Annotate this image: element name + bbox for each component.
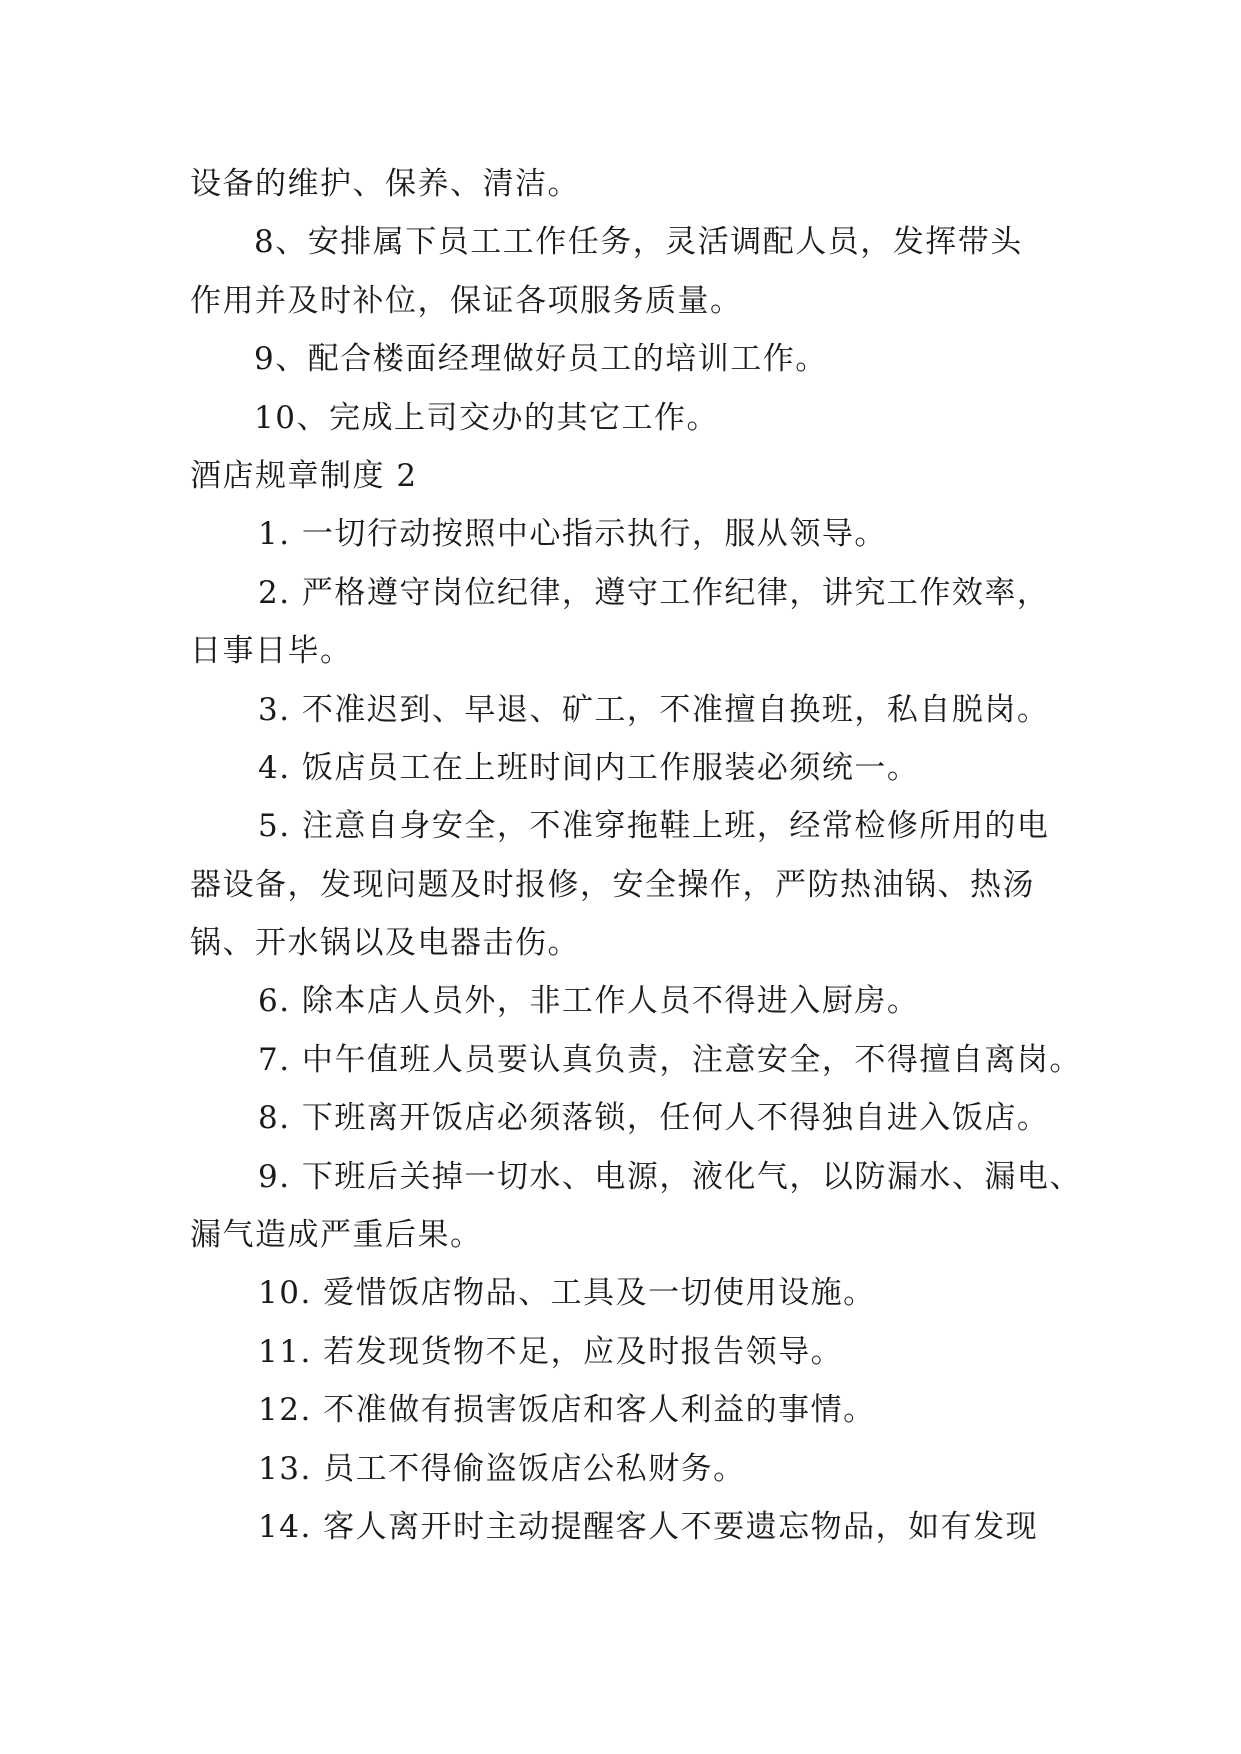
list-item: 1. 一切行动按照中心指示执行，服从领导。 [258, 516, 887, 553]
list-item: 3. 不准迟到、早退、矿工，不准擅自换班，私自脱岗。 [258, 691, 1050, 728]
list-item: 9、配合楼面经理做好员工的培训工作。 [254, 341, 828, 378]
list-item: 6. 除本店人员外，非工作人员不得进入厨房。 [258, 983, 920, 1020]
section-heading: 酒店规章制度 2 [190, 457, 418, 494]
text-line: 锅、开水锅以及电器击伤。 [190, 925, 580, 962]
list-item: 5. 注意自身安全，不准穿拖鞋上班，经常检修所用的电 [258, 808, 1050, 845]
list-item: 9. 下班后关掉一切水、电源，液化气，以防漏水、漏电、 [258, 1158, 1082, 1195]
list-item: 12. 不准做有损害饭店和客人利益的事情。 [258, 1392, 876, 1429]
text-line: 作用并及时补位，保证各项服务质量。 [190, 282, 743, 319]
list-item: 14. 客人离开时主动提醒客人不要遗忘物品，如有发现 [258, 1508, 1039, 1545]
list-item: 13. 员工不得偷盗饭店公私财务。 [258, 1450, 746, 1487]
list-item: 8、安排属下员工工作任务，灵活调配人员，发挥带头 [254, 224, 1023, 261]
list-item: 7. 中午值班人员要认真负责，注意安全，不得擅自离岗。 [258, 1041, 1082, 1078]
text-line: 器设备，发现问题及时报修，安全操作，严防热油锅、热汤 [190, 866, 1035, 903]
list-item: 10、完成上司交办的其它工作。 [254, 399, 719, 436]
text-line: 漏气造成严重后果。 [190, 1217, 483, 1254]
list-item: 8. 下班离开饭店必须落锁，任何人不得独自进入饭店。 [258, 1100, 1050, 1137]
list-item: 4. 饭店员工在上班时间内工作服装必须统一。 [258, 749, 920, 786]
list-item: 10. 爱惜饭店物品、工具及一切使用设施。 [258, 1275, 876, 1312]
list-item: 11. 若发现货物不足，应及时报告领导。 [258, 1333, 844, 1370]
text-line: 设备的维护、保养、清洁。 [190, 166, 580, 202]
list-item: 2. 严格遵守岗位纪律，遵守工作纪律，讲究工作效率， [258, 574, 1050, 611]
document-body [190, 155, 1090, 1556]
text-line: 日事日毕。 [190, 633, 353, 670]
